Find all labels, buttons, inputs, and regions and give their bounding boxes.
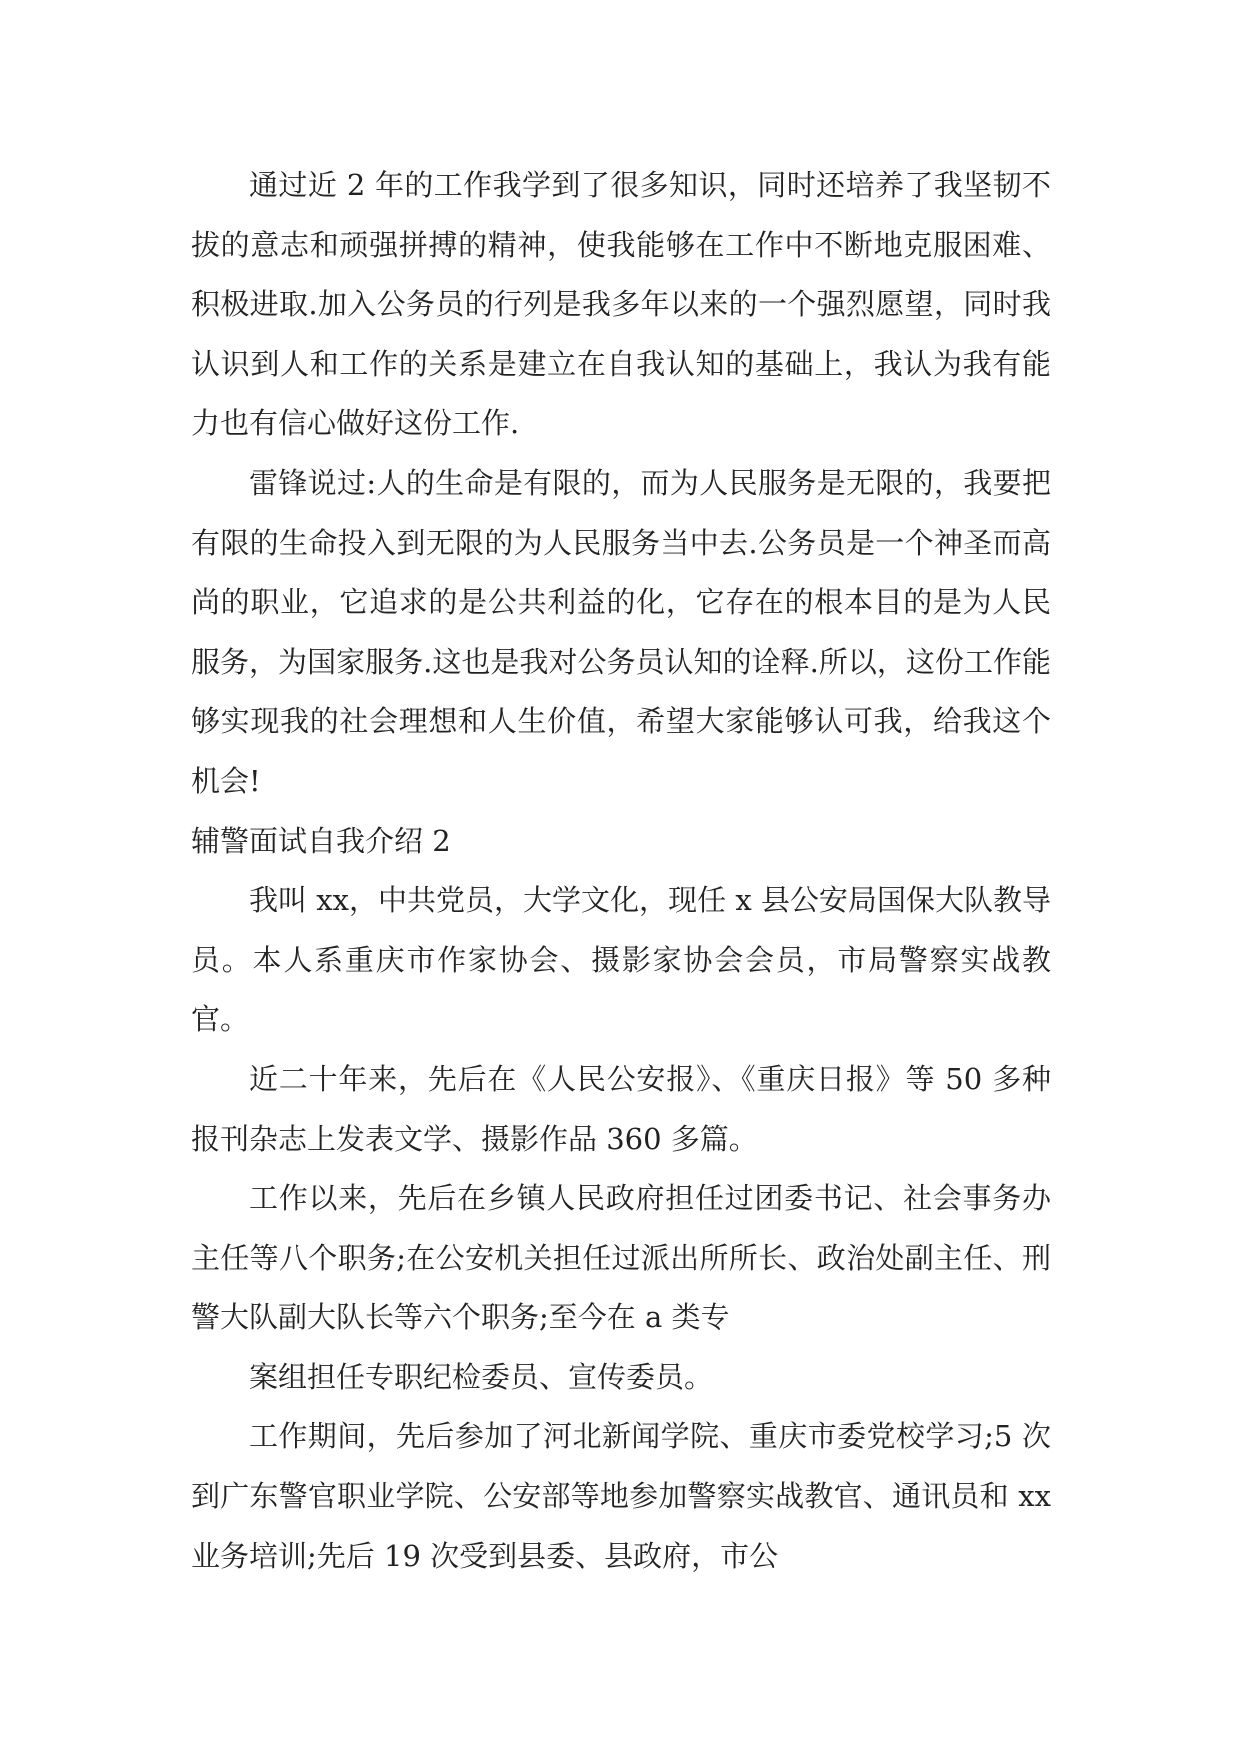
paragraph: 案组担任专职纪检委员、宣传委员。 [249,1359,714,1394]
paragraph: 我叫 xx，中共党员，大学文化，现任 x 县公安局国保大队教导员。本人系重庆市作家协会、摄影家协会会员，市局警察实战教官。 [191,883,1051,1037]
document-body [191,156,1051,1586]
paragraph: 工作以来，先后在乡镇人民政府担任过团委书记、社会事务办主任等八个职务;在公安机关担任过派出所所长、政治处副主任、刑警大队副大队长等六个职务;至今在 a 类专 [191,1181,1051,1335]
paragraph: 通过近 2 年的工作我学到了很多知识，同时还培养了我坚韧不拔的意志和顽强拼搏的精神，使我能够在工作中不断地克服困难、积极进取.加入公务员的行列是我多年以来的一个强烈愿望，同时我认识到人和工作的关系是建立在自我认知的基础上，我认为我有能力也有信心做好这份工作. [191,168,1051,441]
paragraph: 工作期间，先后参加了河北新闻学院、重庆市委党校学习;5 次到广东警官职业学院、公安部等地参加警察实战教官、通讯员和 xx 业务培训;先后 19 次受到县委、县政府，市公 [191,1419,1051,1573]
paragraph: 近二十年来，先后在《人民公安报》、《重庆日报》等 50 多种报刊杂志上发表文学、摄影作品 360 多篇。 [191,1061,1051,1156]
section-heading: 辅警面试自我介绍 2 [191,823,451,858]
paragraph: 雷锋说过:人的生命是有限的，而为人民服务是无限的，我要把有限的生命投入到无限的为人民服务当中去.公务员是一个神圣而高尚的职业，它追求的是公共利益的化，它存在的根本目的是为人民服务，为国家服务.这也是我对公务员认知的诠释.所以，这份工作能够实现我的社会理想和人生价值，希望大家能够认可我，给我这个机会! [191,465,1051,798]
